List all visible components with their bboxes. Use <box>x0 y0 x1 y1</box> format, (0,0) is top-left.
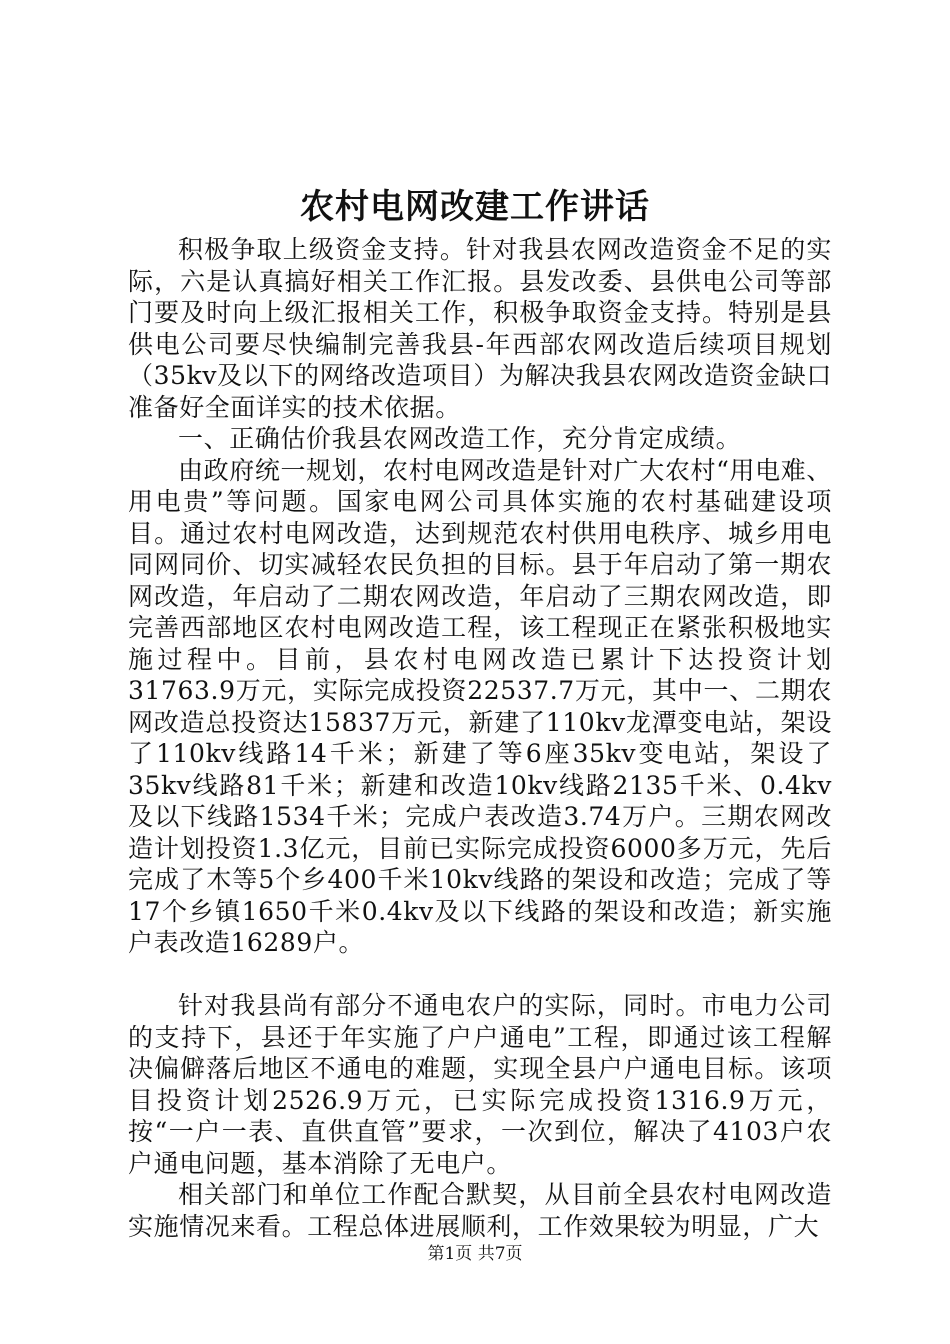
paragraph-funding: 积极争取上级资金支持。针对我县农网改造资金不足的实际，六是认真搞好相关工作汇报。县发改委、县供电公司等部门要及时向上级汇报相关工作，积极争取资金支持。特别是县供电公司要尽快编制完善我县-年西部农网改造后续项目规划（35kv及以下的网络改造项目）为解决我县农网改造资金缺口准备好全面详实的技术依据。 <box>128 235 832 422</box>
paragraph-section-heading: 一、正确估价我县农网改造工作，充分肯定成绩。 <box>178 424 742 453</box>
document-title: 农村电网改建工作讲话 <box>300 187 650 227</box>
paragraph-household-power: 针对我县尚有部分不通电农户的实际，同时。市电力公司的支持下，县还于年实施了户户通电”工程，即通过该工程解决偏僻落后地区不通电的难题，实现全县户户通电目标。该项目投资计划2526.9万元，已实际完成投资1316.9万元，按“一户一表、直供直管”要求，一次到位，解决了4103户农户通电问题，基本消除了无电户。 <box>128 991 832 1178</box>
page-footer: 第1页 共7页 <box>427 1244 523 1264</box>
document-body <box>128 234 832 1242</box>
paragraph-cooperation: 相关部门和单位工作配合默契，从目前全县农村电网改造实施情况来看。工程总体进展顺利，工作效果较为明显，广大 <box>128 1180 832 1241</box>
paragraph-grid-overview: 由政府统一规划，农村电网改造是针对广大农村“用电难、用电贵”等问题。国家电网公司具体实施的农村基础建设项目。通过农村电网改造，达到规范农村供用电秩序、城乡用电同网同价、切实减轻农民负担的目标。县于年启动了第一期农网改造，年启动了二期农网改造，年启动了三期农网改造，即完善西部地区农村电网改造工程，该工程现正在紧张积极地实施过程中。目前，县农村电网改造已累计下达投资计划31763.9万元，实际完成投资22537.7万元，其中一、二期农网改造总投资达15837万元，新建了110kv龙潭变电站，架设了110kv线路14千米；新建了等6座35kv变电站，架设了35kv线路81千米；新建和改造10kv线路2135千米、0.4kv及以下线路1534千米；完成户表改造3.74万户。三期农网改造计划投资1.3亿元，目前已实际完成投资6000多万元，先后完成了木等5个乡400千米10kv线路的架设和改造；完成了等17个乡镇1650千米0.4kv及以下线路的架设和改造；新实施户表改造16289户。 <box>128 455 832 957</box>
